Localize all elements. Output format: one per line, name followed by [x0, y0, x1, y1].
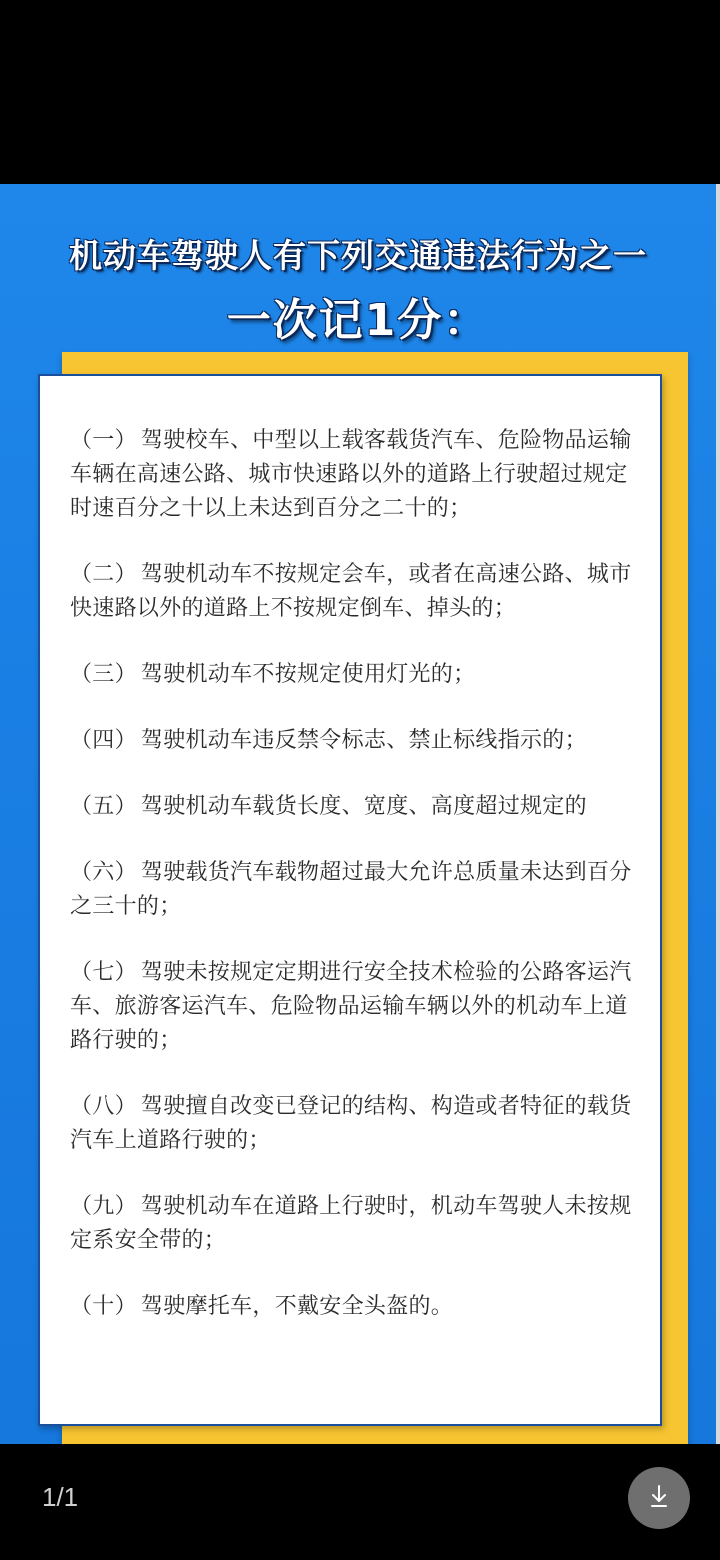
rule-item-1	[70, 424, 640, 526]
rule-text: 驾驶机动车载货长度、宽度、高度超过规定的	[140, 794, 587, 819]
rule-text: 驾驶摩托车，不戴安全头盔的。	[140, 1294, 454, 1319]
rule-number: （一）	[70, 428, 137, 453]
rule-number: （十）	[70, 1294, 137, 1319]
rule-number: （三）	[70, 662, 137, 687]
rule-number: （五）	[70, 794, 137, 819]
rule-text: 驾驶载货汽车载物超过最大允许总质量未达到百分之三十的；	[70, 860, 632, 919]
rule-number: （八）	[70, 1094, 137, 1119]
rule-number: （二）	[70, 562, 137, 587]
poster-title: 机动车驾驶人有下列交通违法行为之一	[69, 236, 647, 275]
rule-text: 驾驶机动车违反禁令标志、禁止标线指示的；	[140, 728, 587, 753]
rule-item-6	[70, 856, 640, 924]
rule-text: 驾驶机动车不按规定会车，或者在高速公路、城市快速路以外的道路上不按规定倒车、掉头的；	[70, 562, 632, 621]
poster-image	[0, 184, 716, 1444]
rule-text: 驾驶擅自改变已登记的结构、构造或者特征的载货汽车上道路行驶的；	[70, 1094, 632, 1153]
rule-item-7	[70, 956, 640, 1058]
rule-item-2	[70, 558, 640, 626]
rule-item-8	[70, 1090, 640, 1158]
rule-number: （七）	[70, 960, 137, 985]
rule-number: （九）	[70, 1194, 137, 1219]
poster-right-edge	[716, 184, 720, 1444]
poster-subtitle: 一次记1分：	[226, 295, 490, 346]
rule-item-9	[70, 1190, 640, 1258]
viewer-top-area	[0, 0, 720, 184]
rule-item-10	[70, 1290, 640, 1324]
rule-text: 驾驶机动车在道路上行驶时，机动车驾驶人未按规定系安全带的；	[70, 1194, 632, 1253]
rule-number: （六）	[70, 860, 137, 885]
download-button[interactable]	[628, 1467, 690, 1529]
rule-text: 驾驶未按规定定期进行安全技术检验的公路客运汽车、旅游客运汽车、危险物品运输车辆以外的机动车上道路行驶的；	[70, 960, 632, 1053]
page-indicator: 1/1	[42, 1482, 79, 1512]
rules-card	[38, 374, 662, 1426]
rule-number: （四）	[70, 728, 137, 753]
rule-item-5	[70, 790, 640, 824]
rule-item-3	[70, 658, 640, 692]
rule-text: 驾驶机动车不按规定使用灯光的；	[140, 662, 476, 687]
download-arrow-icon	[644, 1481, 674, 1515]
rule-text: 驾驶校车、中型以上载客载货汽车、危险物品运输车辆在高速公路、城市快速路以外的道路上行驶超过规定时速百分之十以上未达到百分之二十的；	[70, 428, 632, 521]
rule-item-4	[70, 724, 640, 758]
rules-list	[70, 424, 640, 1356]
